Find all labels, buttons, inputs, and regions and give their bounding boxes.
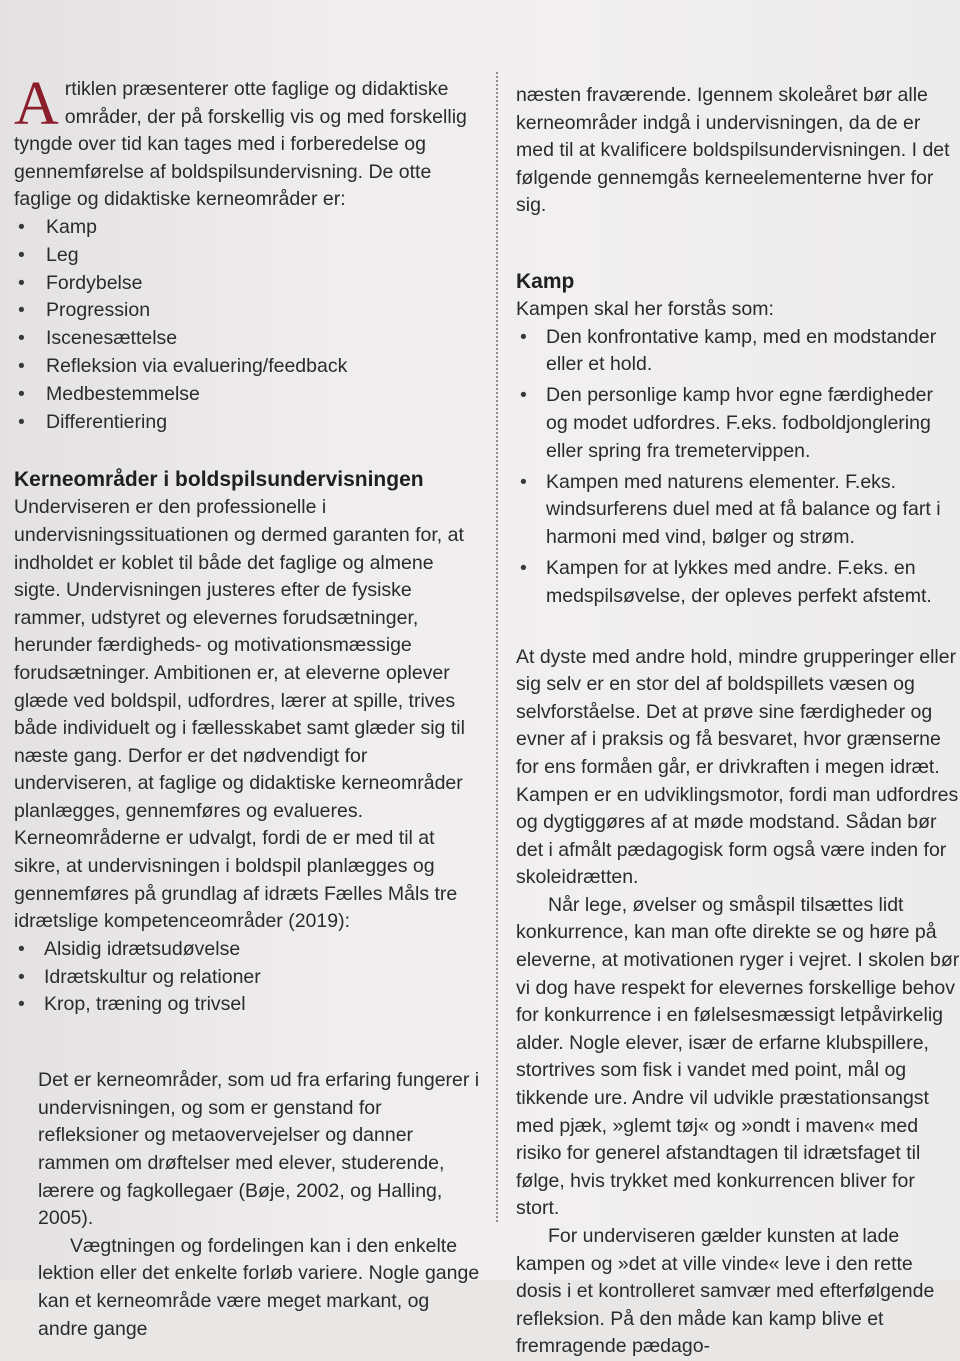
right-column	[516, 82, 960, 1361]
column-divider	[496, 72, 498, 1222]
list-item: • Kampen for at lykkes med andre. F.eks. en medspilsøvelse, der opleves perfekt afstemt.	[516, 555, 960, 611]
body-paragraph: Vægtningen og fordelingen kan i den enkelte lektion eller det enkelte forløb variere. Nogle gange kan et kerneområde være meget markant, og andre gange	[38, 1234, 480, 1340]
body-paragraph: Underviseren er den professionelle i undervisningssituationen og dermed garanten for, at indholdet er koblet til både det faglige og almene sigte. Undervisningen justeres efter de fysiske rammer, udstyret og elevernes forudsætninger, herunder færdigheds- og motivationsmæssige forudsætninger. Ambitionen er, at eleverne oplever glæde ved boldspil, udfordres, lærer at spille, trives både individuelt og i fællesskabet samt glæder sig til næste gang. Derfor er det nødvendigt for underviseren, at faglige og didaktiske kerneområder planlægges, gennemføres og evalueres. Kerneområderne er udvalgt, fordi de er med til at sikre, at undervisningen i boldspil planlægges og gennemføres på grundlag af idræts Fælles Måls tre idrætslige kompetenceområder (2019):	[14, 496, 465, 933]
intro-paragraph	[14, 70, 482, 214]
body-paragraph: Når lege, øvelser og småspil tilsættes lidt konkurrence, kan man ofte direkte se og høre på eleverne, at motivationen ryger i vejret. I skolen bør vi dog have respekt for elevernes forskellige behov for konkurrence i en følelsesmæssigt letpåvirkelig alder. Nogle elever, især de erfarne klubspillere, stortrives som fisk i vandet med point, mål og tikkende ure. Andre vil udvikle præstationsangst med pjæk, »glemt tøj« og »ondt i maven« med risiko for generel afstandtagen til idrætsfaget til følge, hvis trykket med konkurrencen bliver for stort.	[516, 893, 960, 1220]
body-paragraph: For underviseren gælder kunsten at lade kampen og »det at ville vinde« leve i den rette dosis i et kontrolleret samvær med efterfølgende refleksion. På den måde kan kamp blive et fremragende pædago-	[516, 1225, 935, 1358]
list-item: • Kampen med naturens elementer. F.eks. windsurferens duel med at få balance og fart i harmoni med vind, bølger og strøm.	[516, 469, 960, 552]
list-item: • Den konfrontative kamp, med en modstander eller et hold.	[516, 324, 960, 380]
list-item: • Krop, træning og trivsel	[14, 991, 482, 1019]
body-paragraph: Det er kerneområder, som ud fra erfaring fungerer i undervisningen, og som er genstand for refleksioner og metaovervejelser og danner rammen om drøftelser med elever, studerende, lærere og fagkollegaer (Bøje, 2002, og Halling, 2005).	[38, 1069, 480, 1230]
list-item: • Refleksion via evaluering/feedback	[14, 353, 482, 381]
drop-cap: A	[14, 70, 59, 138]
continuation-paragraph: næsten fraværende. Igennem skoleåret bør alle kerneområder indgå i undervisningen, da de er med til at kvalificere boldspilsundervisningen. I det følgende gennemgås kerneelementerne hver for sig.	[516, 84, 950, 217]
left-column	[14, 70, 482, 1343]
core-areas-list	[14, 214, 482, 436]
intro-text: rtiklen præsenterer otte faglige og didaktiske områder, der på forskellig vis og med forskellig tyngde over tid kan tages med i forberedelse og gennemførelse af boldspilsundervisning. De otte faglige og didaktiske kerneområder er:	[14, 78, 467, 211]
kamp-lead: Kampen skal her forstås som:	[516, 297, 774, 320]
list-item: • Kamp	[14, 214, 482, 242]
list-item: • Progression	[14, 297, 482, 325]
kamp-list	[516, 324, 960, 611]
list-item: • Den personlige kamp hvor egne færdigheder og modet udfordres. F.eks. fodboldjonglering eller spring fra tremetervippen.	[516, 382, 960, 465]
section-heading: Kerneområder i boldspilsundervisningen	[14, 468, 424, 492]
section-heading-kamp: Kamp	[516, 269, 575, 293]
list-item: • Leg	[14, 242, 482, 270]
list-item: • Fordybelse	[14, 270, 482, 298]
list-item: • Iscenesættelse	[14, 325, 482, 353]
list-item: • Alsidig idrætsudøvelse	[14, 936, 482, 964]
competence-list	[14, 936, 482, 1019]
list-item: • Idrætskultur og relationer	[14, 964, 482, 992]
list-item: • Medbestemmelse	[14, 381, 482, 409]
body-paragraph: At dyste med andre hold, mindre grupperinger eller sig selv er en stor del af boldspillets væsen og selvforståelse. Det at prøve sine færdigheder og evner af i praksis og få besvaret, hvor grænserne for ens formåen går, er drivkraften i megen idræt. Kampen er en udviklingsmotor, fordi man udfordres og dygtiggøres af at møde modstand. Sådan bør det i afmålt pædagogisk form også være inden for skoleidrætten.	[516, 645, 959, 889]
list-item: • Differentiering	[14, 409, 482, 437]
